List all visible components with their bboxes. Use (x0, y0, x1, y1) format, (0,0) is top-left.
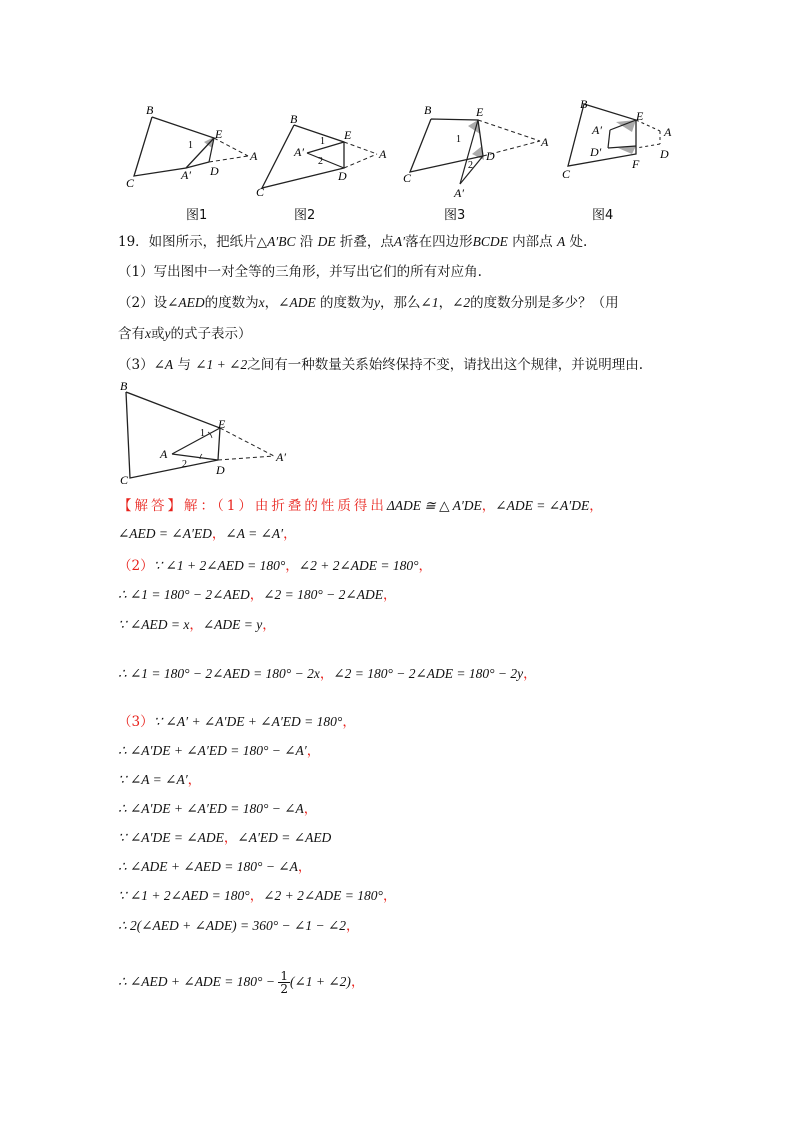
figure-3-caption: 图3 (444, 208, 466, 223)
problem-question-1: （1）写出图中一对全等的三角形，并写出它们的所有对应角. (118, 264, 482, 280)
solution-line-8: ∴ ∠A′DE + ∠A′ED = 180° − ∠A′， (118, 743, 321, 759)
fig5-label-e: E (218, 417, 226, 431)
figure-1-caption: 图1 (186, 208, 208, 223)
fig1-label-d: D (210, 164, 219, 178)
fig3-label-a-prime: A′ (454, 186, 464, 200)
fig4-label-f: F (632, 157, 640, 171)
fig4-label-a-prime: A′ (592, 123, 602, 137)
fig5-label-d: D (216, 463, 225, 477)
fig3-label-e: E (476, 105, 484, 119)
fig4-label-c: C (562, 167, 571, 181)
fig2-label-2: 2 (318, 156, 323, 167)
solution-line-2: ∠AED = ∠A′ED，∠A = ∠A′， (118, 526, 297, 542)
fig4-label-b: B (580, 97, 588, 111)
solution-line-10: ∴ ∠A′DE + ∠A′ED = 180° − ∠A， (118, 801, 318, 817)
fig2-label-a: A (379, 147, 387, 161)
problem-question-2-continued: 含有x或y的式子表示） (118, 326, 252, 342)
solution-line-11: ∵ ∠A′DE = ∠ADE，∠A′ED = ∠AED (118, 830, 332, 846)
fig3-label-d: D (486, 149, 495, 163)
solution-line-7: （3）∵ ∠A′ + ∠A′DE + ∠A′ED = 180°， (118, 714, 356, 730)
fig2-label-d: D (338, 169, 347, 183)
fig3-label-c: C (403, 171, 412, 185)
fig3-label-2: 2 (468, 160, 473, 171)
solution-line-1: 【解答】解：（1）由折叠的性质得出ΔADE ≅ △ A′DE，∠ADE = ∠A′DE， (118, 498, 603, 514)
fig4-label-d-prime: D′ (590, 145, 602, 159)
fig3-label-1: 1 (456, 134, 461, 145)
fig4-label-a: A (664, 125, 672, 139)
fig2-label-e: E (344, 128, 352, 142)
solution-line-9: ∵ ∠A = ∠A′， (118, 772, 202, 788)
figure-3 (398, 98, 558, 200)
problem-question-3: （3）∠A 与 ∠1 + ∠2之间有一种数量关系始终保持不变，请找出这个规律，并说明理由. (118, 357, 644, 373)
solution-line-14: ∴ 2(∠AED + ∠ADE) = 360° − ∠1 − ∠2， (118, 918, 360, 934)
fig1-label-c: C (126, 176, 135, 190)
problem-question-2: （2）设∠AED的度数为x，∠ADE 的度数为y，那么∠1，∠2的度数分别是多少？（用 (118, 295, 619, 311)
solution-line-6: ∴ ∠1 = 180° − 2∠AED = 180° − 2x，∠2 = 180° − 2∠ADE = 180° − 2y， (118, 666, 537, 682)
fig3-label-b: B (424, 103, 432, 117)
solution-line-3: （2）∵ ∠1 + 2∠AED = 180°，∠2 + 2∠ADE = 180°， (118, 558, 433, 574)
solution-line-5: ∵ ∠AED = x，∠ADE = y， (118, 617, 276, 633)
fig1-label-e: E (215, 127, 223, 141)
fig1-label-a-prime: A′ (181, 168, 191, 182)
solution-line-12: ∴ ∠ADE + ∠AED = 180° − ∠A， (118, 859, 312, 875)
fig4-label-e: E (636, 109, 644, 123)
figure-1 (118, 100, 268, 192)
fig2-label-a-prime: A′ (294, 145, 304, 159)
figure-4 (560, 96, 690, 186)
solution-line-4: ∴ ∠1 = 180° − 2∠AED，∠2 = 180° − 2∠ADE， (118, 587, 397, 603)
fig5-label-2: 2 (182, 459, 187, 470)
solution-line-15: ∴ ∠AED + ∠ADE = 180° − $\frac{1}{2}$ (∠1 + ∠2)， (118, 969, 365, 996)
solution-line-13: ∵ ∠1 + 2∠AED = 180°，∠2 + 2∠ADE = 180°， (118, 888, 397, 904)
fig2-label-c: C (256, 185, 265, 199)
fig1-label-1: 1 (188, 140, 193, 151)
fig1-label-b: B (146, 103, 154, 117)
problem-stem: 19．如图所示，把纸片△A′BC 沿 DE 折叠，点A′落在四边形BCDE 内部点 A 处. (118, 234, 588, 250)
fig5-label-a-prime: A′ (276, 450, 286, 464)
fraction-one-half: $\frac{1}{2}$ (280, 969, 288, 996)
fig5-label-c: C (120, 473, 129, 487)
fig5-label-1: 1 (200, 428, 205, 439)
figure-5 (112, 378, 302, 488)
fig3-label-a: A (541, 135, 549, 149)
figure-2-caption: 图2 (294, 208, 316, 223)
fig2-label-b: B (290, 112, 298, 126)
fig1-label-a: A (250, 149, 258, 163)
figure-4-caption: 图4 (592, 208, 614, 223)
fig5-label-a: A (160, 447, 168, 461)
fig5-label-b: B (120, 379, 128, 393)
fig2-label-1: 1 (320, 136, 325, 147)
figure-2 (252, 110, 397, 200)
fig4-label-d: D (660, 147, 669, 161)
